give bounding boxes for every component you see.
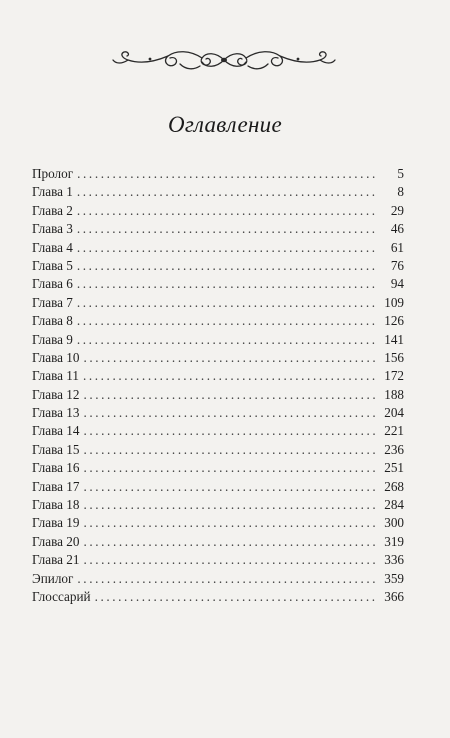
dot-leader [83, 422, 378, 440]
toc-entry-label: Глоссарий [32, 588, 91, 604]
toc-page-number: 188 [384, 386, 404, 402]
dot-leader [83, 514, 378, 532]
toc-entry[interactable] [32, 441, 404, 459]
toc-page-number: 172 [384, 368, 404, 384]
toc-page-number: 359 [384, 570, 404, 586]
toc-page-number: 29 [390, 202, 404, 218]
dot-leader [77, 183, 378, 201]
toc-page-number: 126 [384, 313, 404, 329]
page-title: Оглавление [167, 112, 282, 137]
dot-leader [77, 220, 378, 238]
toc-entry[interactable] [32, 514, 404, 532]
toc-entry[interactable] [32, 220, 404, 238]
dot-leader [77, 331, 378, 349]
toc-page-number: 5 [397, 166, 404, 181]
toc-page-number: 251 [384, 460, 404, 476]
toc-entry-label: Пролог [32, 166, 74, 181]
toc-entry[interactable] [32, 404, 404, 422]
toc-page-number: 221 [384, 423, 404, 439]
toc-page-number: 141 [384, 331, 404, 347]
toc-entry-label: Глава 17 [32, 478, 80, 494]
toc-entry-label: Глава 6 [32, 276, 73, 292]
toc-page-number: 268 [384, 478, 404, 494]
toc-page-number: 284 [384, 497, 404, 513]
dot-leader [83, 533, 378, 551]
table-of-contents [32, 165, 404, 606]
dot-leader [77, 257, 378, 275]
toc-entry-label: Глава 8 [32, 313, 73, 329]
toc-entry-label: Глава 1 [32, 184, 73, 200]
toc-page-number: 319 [384, 533, 404, 549]
dot-leader [83, 459, 378, 477]
dot-leader [83, 551, 378, 569]
toc-entry[interactable] [32, 257, 404, 275]
toc-entry-label: Глава 14 [32, 423, 80, 439]
toc-entry[interactable] [32, 367, 404, 385]
flourish-ornament-icon [110, 46, 338, 74]
toc-entry-label: Глава 15 [32, 441, 80, 457]
dot-leader [77, 570, 378, 588]
toc-entry-label: Глава 19 [32, 515, 80, 531]
dot-leader [77, 312, 378, 330]
toc-entry-label: Глава 7 [32, 294, 73, 310]
toc-entry-label: Глава 2 [32, 202, 73, 218]
toc-page-number: 366 [384, 588, 404, 604]
toc-page-number: 336 [384, 552, 404, 568]
dot-leader [77, 275, 378, 293]
toc-entry-label: Эпилог [32, 570, 74, 586]
toc-page-number: 46 [390, 221, 404, 237]
toc-entry[interactable] [32, 533, 404, 551]
toc-page-number: 300 [384, 515, 404, 531]
dot-leader [83, 496, 378, 514]
toc-entry-label: Глава 16 [32, 460, 80, 476]
toc-entry[interactable] [32, 183, 404, 201]
toc-page-number: 109 [384, 294, 404, 310]
dot-leader [83, 349, 378, 367]
toc-entry-label: Глава 10 [32, 349, 80, 365]
toc-entry[interactable] [32, 496, 404, 514]
toc-page-number: 156 [384, 349, 404, 365]
dot-leader [83, 404, 378, 422]
dot-leader [83, 478, 378, 496]
toc-entry[interactable] [32, 478, 404, 496]
toc-entry[interactable] [32, 588, 404, 606]
dot-leader [77, 294, 378, 312]
toc-page-number: 8 [397, 184, 404, 200]
toc-entry-label: Глава 21 [32, 552, 80, 568]
toc-entry-label: Глава 13 [32, 405, 80, 421]
toc-entry[interactable] [32, 349, 404, 367]
toc-page-number: 61 [390, 239, 404, 255]
toc-entry-label: Глава 20 [32, 533, 80, 549]
toc-page-number: 94 [390, 276, 404, 292]
toc-page-number: 236 [384, 441, 404, 457]
toc-page-number: 76 [390, 257, 404, 273]
toc-entry-label: Глава 3 [32, 221, 73, 237]
toc-entry-label: Глава 11 [32, 368, 79, 384]
dot-leader [83, 441, 378, 459]
toc-entry[interactable] [32, 331, 404, 349]
toc-entry[interactable] [32, 202, 404, 220]
toc-entry[interactable] [32, 422, 404, 440]
dot-leader [83, 367, 378, 385]
toc-entry-label: Глава 9 [32, 331, 73, 347]
toc-entry[interactable] [32, 239, 404, 257]
dot-leader [77, 165, 378, 183]
toc-entry[interactable] [32, 551, 404, 569]
toc-entry[interactable] [32, 165, 404, 183]
toc-entry[interactable] [32, 570, 404, 588]
toc-entry-label: Глава 4 [32, 239, 73, 255]
dot-leader [77, 202, 378, 220]
dot-leader [83, 386, 378, 404]
toc-entry-label: Глава 18 [32, 497, 80, 513]
toc-entry[interactable] [32, 294, 404, 312]
toc-entry[interactable] [32, 275, 404, 293]
toc-entry-label: Глава 12 [32, 386, 80, 402]
toc-entry-label: Глава 5 [32, 257, 73, 273]
dot-leader [95, 588, 378, 606]
dot-leader [77, 239, 378, 257]
toc-entry[interactable] [32, 312, 404, 330]
toc-page-number: 204 [384, 405, 404, 421]
toc-entry[interactable] [32, 459, 404, 477]
toc-entry[interactable] [32, 386, 404, 404]
